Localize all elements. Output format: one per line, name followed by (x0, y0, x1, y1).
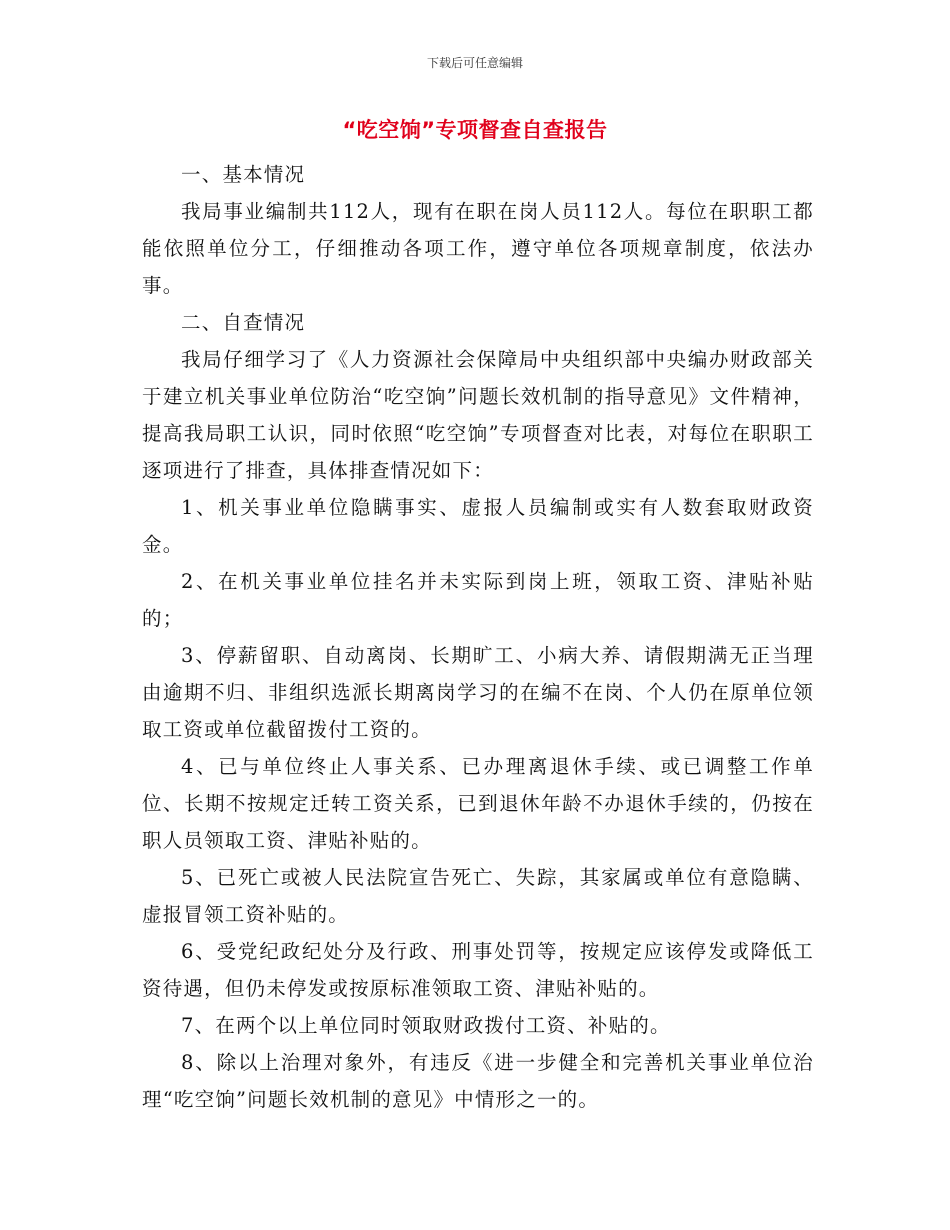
page-header-note: 下载后可任意编辑 (426, 56, 523, 70)
list-item: 2、在机关事业单位挂名并未实际到岗上班，领取工资、津贴补贴的； (142, 570, 814, 630)
list-item: 8、除以上治理对象外，有违反《进一步健全和完善机关事业单位治理“吃空饷”问题长效机制的意见》中情形之一的。 (142, 1051, 814, 1111)
section-heading-selfcheck: 二、自查情况 (181, 311, 306, 334)
list-item: 7、在两个以上单位同时领取财政拨付工资、补贴的。 (181, 1014, 671, 1037)
list-item: 5、已死亡或被人民法院宣告死亡、失踪，其家属或单位有意隐瞒、虚报冒领工资补贴的。 (142, 866, 814, 926)
document-body (142, 156, 814, 1118)
list-item: 4、已与单位终止人事关系、已办理离退休手续、或已调整工作单位、长期不按规定迁转工资关系，已到退休年龄不办退休手续的，仍按在职人员领取工资、津贴补贴的。 (142, 755, 814, 852)
section-heading-basic: 一、基本情况 (181, 163, 306, 186)
list-item: 6、受党纪政纪处分及行政、刑事处罚等，按规定应该停发或降低工资待遇，但仍未停发或按原标准领取工资、津贴补贴的。 (142, 940, 814, 1000)
paragraph: 我局仔细学习了《人力资源社会保障局中央组织部中央编办财政部关于建立机关事业单位防治“吃空饷”问题长效机制的指导意见》文件精神，提高我局职工认识，同时依照“吃空饷”专项督查对比表，对每位在职职工逐项进行了排查，具体排查情况如下： (142, 348, 814, 482)
document-title: “吃空饷”专项督查自查报告 (342, 118, 608, 142)
list-item: 3、停薪留职、自动离岗、长期旷工、小病大养、请假期满无正当理由逾期不归、非组织选派长期离岗学习的在编不在岗、个人仍在原单位领取工资或单位截留拨付工资的。 (142, 644, 814, 741)
list-item: 1、机关事业单位隐瞒事实、虚报人员编制或实有人数套取财政资金。 (142, 496, 814, 556)
paragraph: 我局事业编制共112人，现有在职在岗人员112人。每位在职职工都能依照单位分工，仔细推动各项工作，遵守单位各项规章制度，依法办事。 (142, 200, 814, 297)
